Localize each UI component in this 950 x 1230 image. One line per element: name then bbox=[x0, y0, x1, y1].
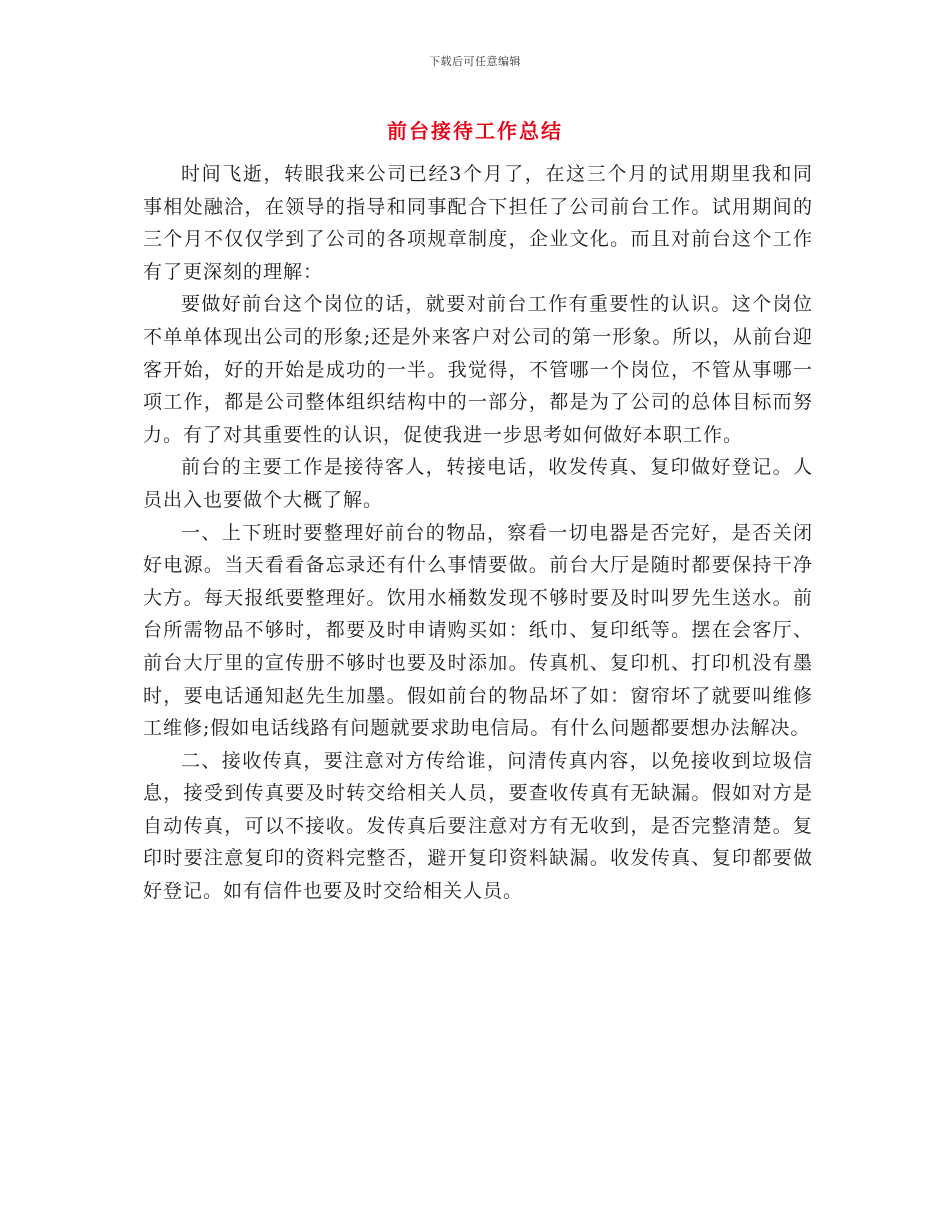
document-body bbox=[143, 158, 813, 908]
paragraph-importance: 要做好前台这个岗位的话，就要对前台工作有重要性的认识。这个岗位不单单体现出公司的形象;还是外来客户对公司的第一形象。所以，从前台迎客开始，好的开始是成功的一半。我觉得，不管哪一个岗位，不管从事哪一项工作，都是公司整体组织结构中的一部分，都是为了公司的总体目标而努力。有了对其重要性的认识，促使我进一步思考如何做好本职工作。 bbox=[143, 293, 813, 446]
document-title: 前台接待工作总结 bbox=[387, 119, 563, 143]
paragraph-fax-copy: 二、接收传真，要注意对方传给谁，问清传真内容，以免接收到垃圾信息，接受到传真要及时转交给相关人员，要查收传真有无缺漏。假如对方是自动传真，可以不接收。发传真后要注意对方有无收到，是否完整清楚。复印时要注意复印的资料完整否，避开复印资料缺漏。收发传真、复印都要做好登记。如有信件也要及时交给相关人员。 bbox=[143, 749, 813, 903]
paragraph-main-duties: 前台的主要工作是接待客人，转接电话，收发传真、复印做好登记。人员出入也要做个大概了解。 bbox=[143, 456, 813, 511]
header-note: 下载后可任意编辑 bbox=[429, 55, 521, 68]
paragraph-daily-tasks: 一、上下班时要整理好前台的物品，察看一切电器是否完好，是否关闭好电源。当天看看备忘录还有什么事情要做。前台大厅是随时都要保持干净大方。每天报纸要整理好。饮用水桶数发现不够时要及时叫罗先生送水。前台所需物品不够时，都要及时申请购买如：纸巾、复印纸等。摆在会客厅、前台大厅里的宣传册不够时也要及时添加。传真机、复印机、打印机没有墨时，要电话通知赵先生加墨。假如前台的物品坏了如：窗帘坏了就要叫维修工维修;假如电话线路有问题就要求助电信局。有什么问题都要想办法解决。 bbox=[143, 521, 813, 740]
paragraph-intro: 时间飞逝，转眼我来公司已经3个月了，在这三个月的试用期里我和同事相处融洽，在领导的指导和同事配合下担任了公司前台工作。试用期间的三个月不仅仅学到了公司的各项规章制度，企业文化。而且对前台这个工作有了更深刻的理解： bbox=[143, 163, 813, 283]
